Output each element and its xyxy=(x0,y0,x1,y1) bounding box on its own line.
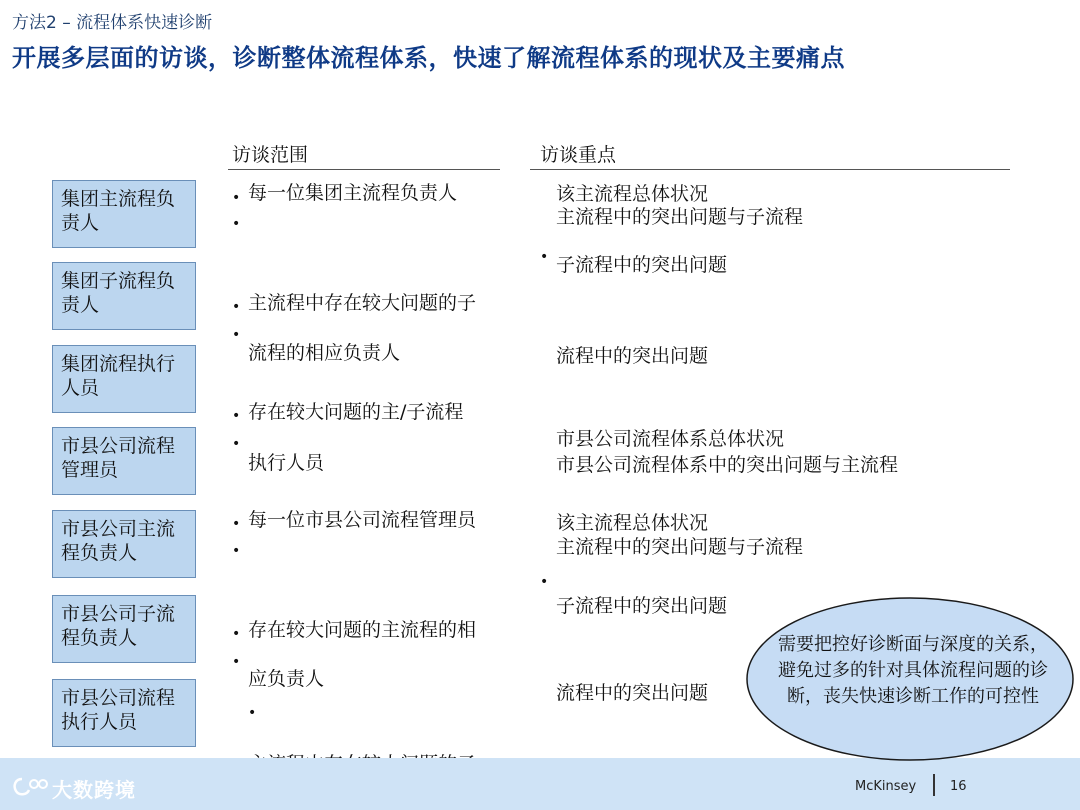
focus-line: 主流程中的突出问题与子流程 xyxy=(556,206,804,228)
scope-line: 应负责人 xyxy=(248,668,325,690)
scope-line: 主流程中存在较大问题的子 xyxy=(248,292,477,314)
role-box-county-executor: 市县公司流程执行人员 xyxy=(52,679,196,747)
bullet-dot: • xyxy=(232,436,241,452)
scope-line: 存在较大问题的主流程的相 xyxy=(248,619,477,641)
footer-bar xyxy=(0,758,1080,810)
scope-line: 每一位市县公司流程管理员 xyxy=(248,509,477,531)
bullet-dot: • xyxy=(248,705,257,721)
scope-line: 存在较大问题的主/子流程 xyxy=(248,401,464,423)
role-box-county-main-owner: 市县公司主流程负责人 xyxy=(52,510,196,578)
focus-line: 该主流程总体状况 xyxy=(556,183,709,205)
role-box-county-manager: 市县公司流程管理员 xyxy=(52,427,196,495)
focus-line: 主流程中的突出问题与子流程 xyxy=(556,536,804,558)
role-box-county-sub-owner: 市县公司子流程负责人 xyxy=(52,595,196,663)
bullet-dot: • xyxy=(540,249,549,265)
scope-line: 每一位集团主流程负责人 xyxy=(248,182,458,204)
page-headline: 开展多层面的访谈，诊断整体流程体系，快速了解流程体系的现状及主要痛点 xyxy=(12,44,845,72)
focus-line: 子流程中的突出问题 xyxy=(556,595,728,617)
bullet-dot: • xyxy=(232,543,241,559)
watermark-text: 大数跨境 xyxy=(52,778,136,802)
focus-line: 市县公司流程体系中的突出问题与主流程 xyxy=(556,454,899,476)
bullet-dot: • xyxy=(232,190,241,206)
callout-line: 需要把控好诊断面与深度的关系， xyxy=(778,634,1048,655)
focus-line: 该主流程总体状况 xyxy=(556,512,709,534)
bullet-dot: • xyxy=(540,574,549,590)
role-box-group-executor: 集团流程执行人员 xyxy=(52,345,196,413)
bullet-dot: • xyxy=(232,408,241,424)
focus-line: 流程中的突出问题 xyxy=(556,682,709,704)
scope-line: 执行人员 xyxy=(248,452,325,474)
focus-line: 子流程中的突出问题 xyxy=(556,254,728,276)
callout-line: 避免过多的针对具体流程问题的诊 xyxy=(778,660,1048,681)
bullet-dot: • xyxy=(232,516,241,532)
role-box-group-main-owner: 集团主流程负责人 xyxy=(52,180,196,248)
scope-line: 流程的相应负责人 xyxy=(248,342,401,364)
bullet-dot: • xyxy=(232,327,241,343)
bullet-dot: • xyxy=(232,299,241,315)
footer-brand: McKinsey xyxy=(855,779,917,794)
page-number: 16 xyxy=(950,779,967,794)
bullet-dot: • xyxy=(232,216,241,232)
role-box-group-sub-owner: 集团子流程负责人 xyxy=(52,262,196,330)
focus-line: 市县公司流程体系总体状况 xyxy=(556,428,785,450)
scope-column-header: 访谈范围 xyxy=(232,144,309,166)
bullet-dot: • xyxy=(232,654,241,670)
section-label: 方法2 – 流程体系快速诊断 xyxy=(12,13,213,33)
callout-line: 断，丧失快速诊断工作的可控性 xyxy=(787,686,1039,707)
bullet-dot: • xyxy=(232,626,241,642)
footer-separator xyxy=(933,774,935,796)
watermark-logo-icon xyxy=(12,776,48,798)
focus-line: 流程中的突出问题 xyxy=(556,345,709,367)
callout-text xyxy=(752,632,1074,710)
focus-column-header: 访谈重点 xyxy=(540,144,617,166)
focus-header-rule xyxy=(530,169,1010,170)
scope-header-rule xyxy=(228,169,500,170)
